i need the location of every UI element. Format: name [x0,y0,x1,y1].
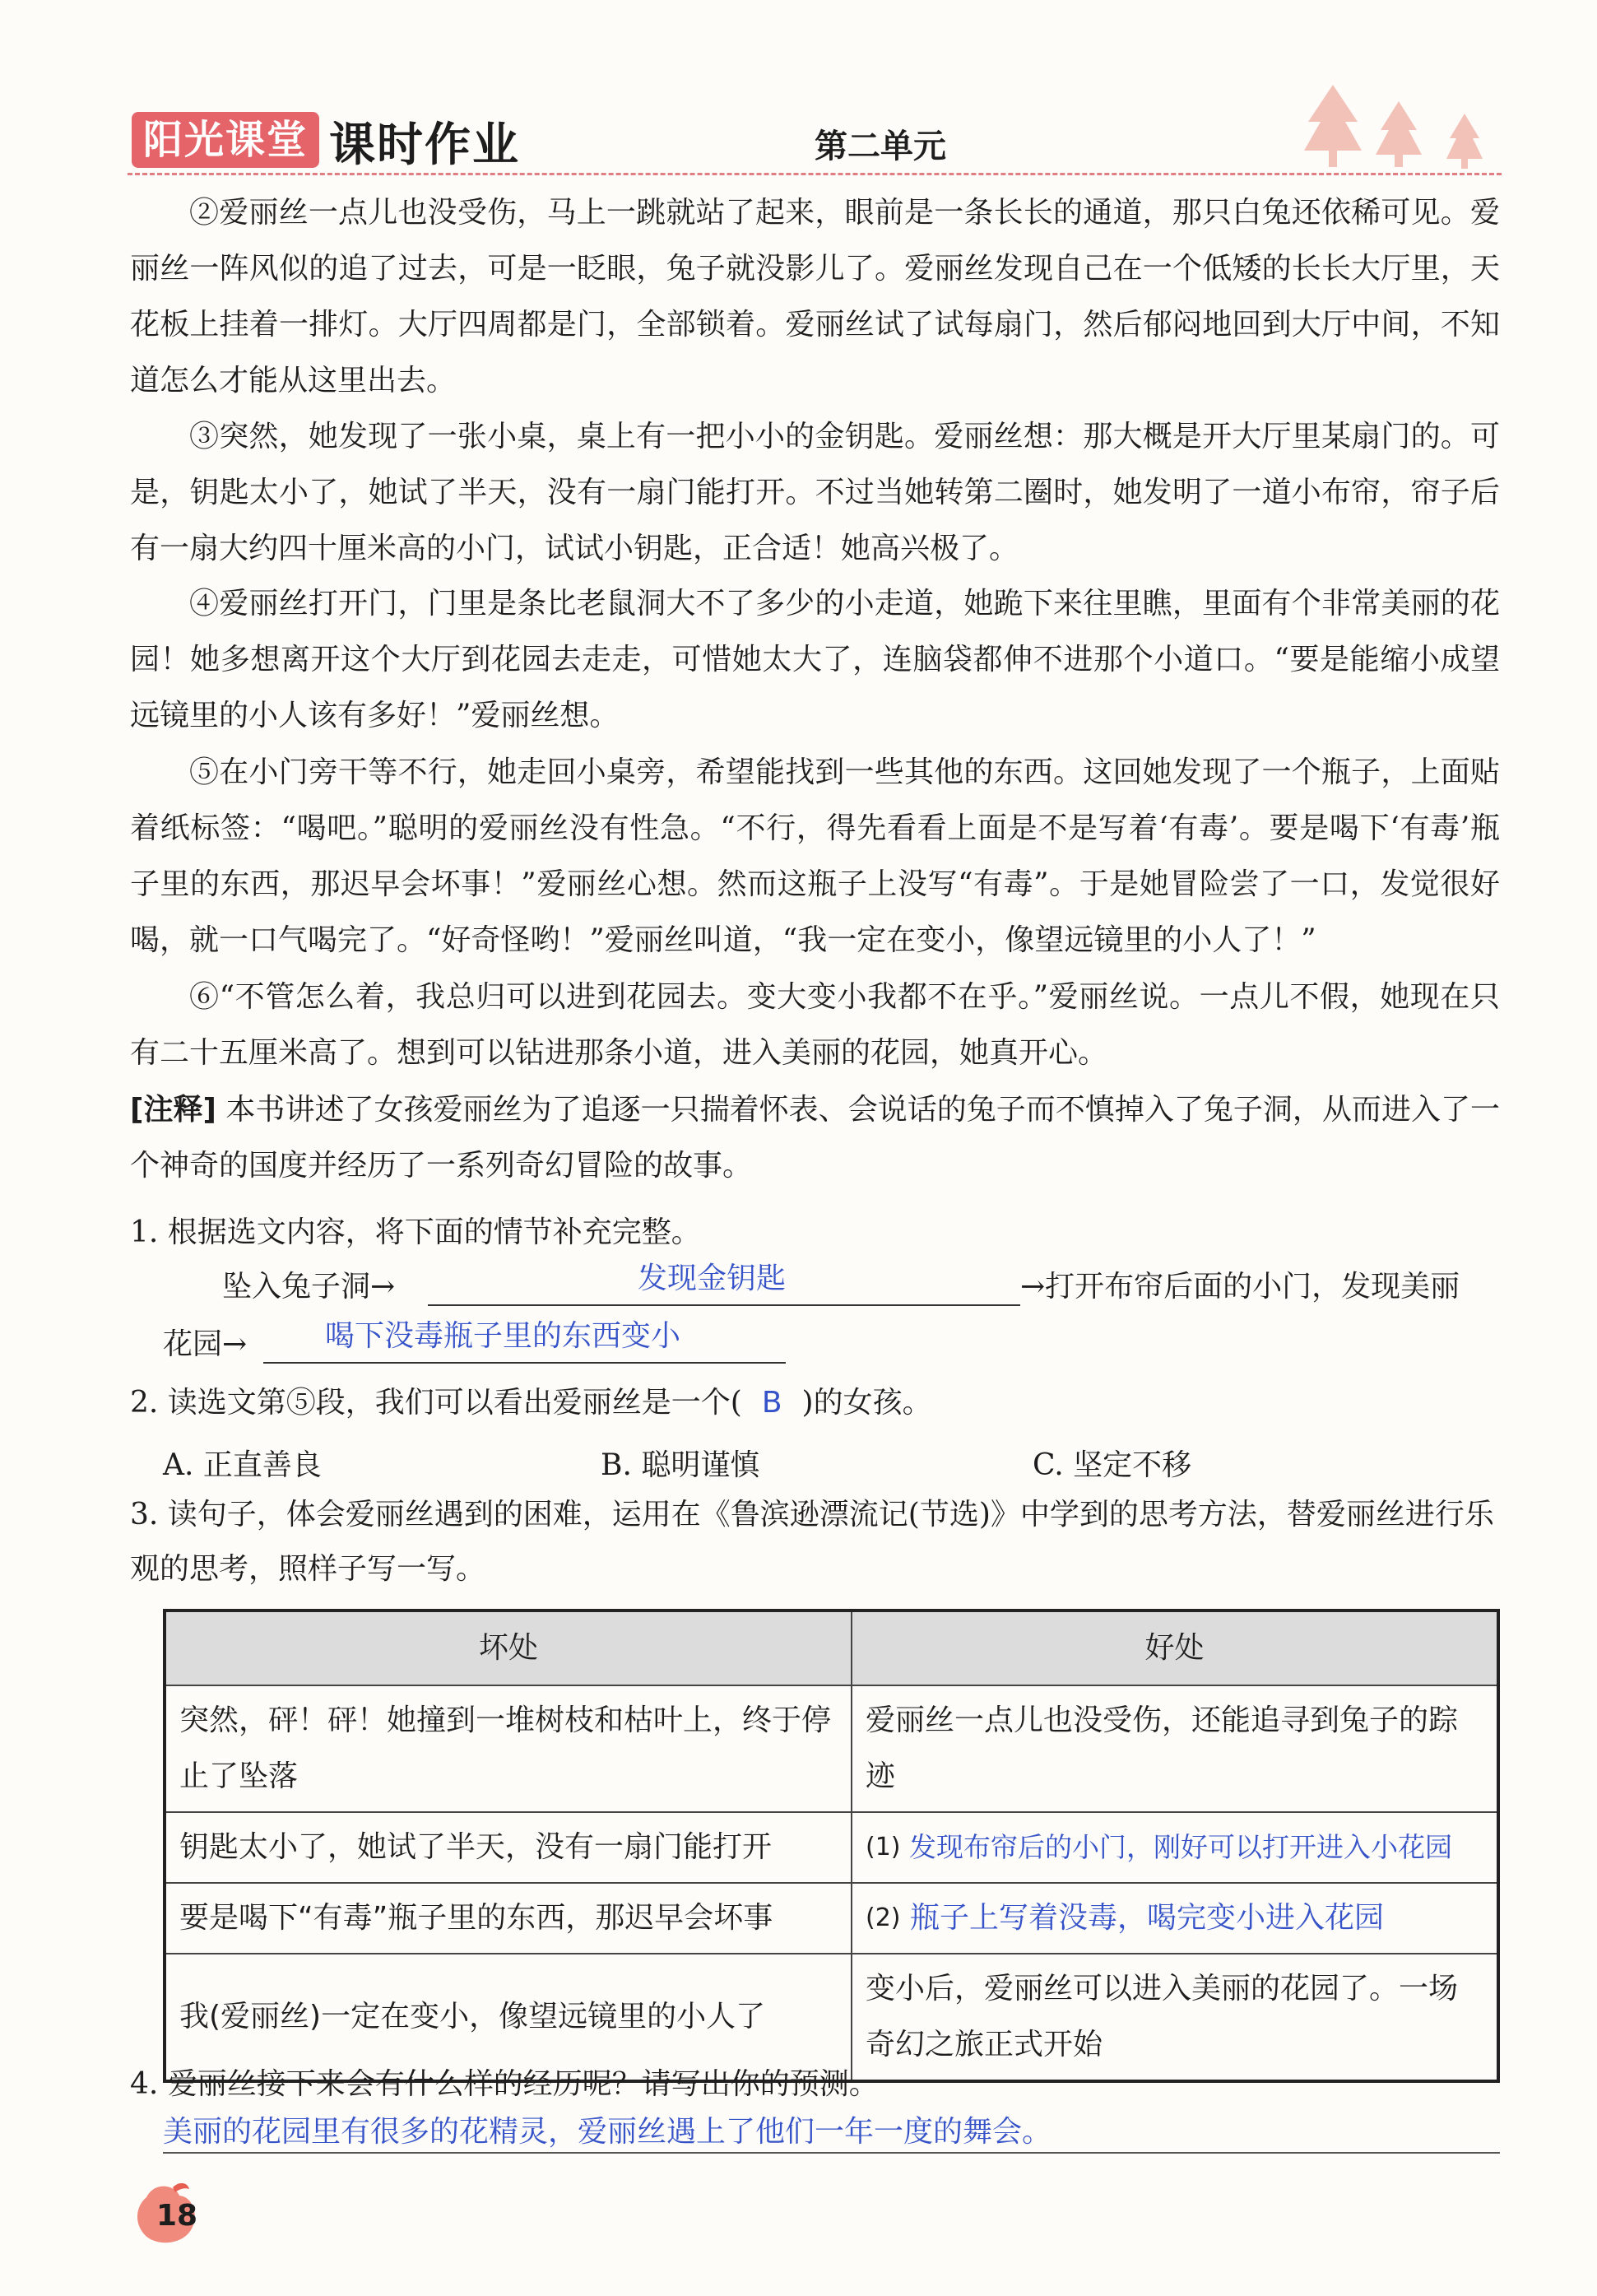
q2-option-c: C. 坚定不移 [1033,1448,1192,1482]
table-row [165,1812,1498,1883]
q2-prompt-before: 2. 读选文第⑤段，我们可以看出爱丽丝是一个( [130,1386,742,1420]
annotation [130,1082,1500,1194]
good-bad-table [163,1609,1500,2083]
good-cell-answer[interactable] [852,1812,1498,1883]
q1-blank-2 [263,1362,786,1364]
q1-middle: →打开布帘后面的小门，发现美丽 [1020,1270,1460,1304]
good-cell: 变小后，爱丽丝可以进入美丽的花园了。一场奇幻之旅正式开始 [852,1954,1498,2081]
bad-cell: 要是喝下“有毒”瓶子里的东西，那迟早会坏事 [165,1883,852,1954]
header-bad: 坏处 [165,1610,852,1685]
answer-text[interactable]: 发现布帘后的小门，刚好可以打开进入小花园 [909,1831,1452,1863]
q1-answer-1[interactable]: 发现金钥匙 [638,1262,787,1295]
page-number: 18 [156,2199,198,2233]
paragraph-2: ②爱丽丝一点儿也没受伤，马上一跳就站了起来，眼前是一条长长的通道，那只白兔还依稀可见。爱丽丝一阵风似的追了过去，可是一眨眼，兔子就没影儿了。爱丽丝发现自己在一个低矮的长长大厅里，天花板上挂着一排灯。大厅四周都是门，全部锁着。爱丽丝试了试每扇门，然后郁闷地回到大厅中间，不知道怎么才能从这里出去。 [130,196,1500,397]
bad-cell: 突然，砰！砰！她撞到一堆树枝和枯叶上，终于停止了坠落 [165,1685,852,1812]
header-divider [128,173,1502,175]
q1-blank-1 [428,1304,1020,1306]
annotation-tag: [注释] [130,1093,216,1127]
table-header-row [165,1610,1498,1685]
q1-answer-2[interactable]: 喝下没毒瓶子里的东西变小 [325,1319,681,1353]
annotation-text: 本书讲述了女孩爱丽丝为了追逐一只揣着怀表、会说话的兔子而不慎掉入了兔子洞，从而进入了一个神奇的国度并经历了一系列奇幻冒险的故事。 [130,1093,1500,1183]
bad-cell: 我(爱丽丝)一定在变小，像望远镜里的小人了 [165,1954,852,2081]
answer-number: (1) [866,1833,901,1861]
question-1-prompt: 1. 根据选文内容，将下面的情节补充完整。 [130,1215,701,1249]
header-title: 课时作业 [329,118,520,172]
question-4-prompt: 4. 爱丽丝接下来会有什么样的经历呢？请写出你的预测。 [130,2067,879,2101]
good-cell-answer[interactable] [852,1883,1498,1954]
q2-prompt-after: )的女孩。 [801,1386,932,1420]
bad-cell: 钥匙太小了，她试了半天，没有一扇门能打开 [165,1812,852,1883]
answer-number: (2) [866,1903,901,1932]
unit-label: 第二单元 [815,128,946,165]
question-2-prompt [130,1376,1500,1430]
paragraph-5: ⑤在小门旁干等不行，她走回小桌旁，希望能找到一些其他的东西。这回她发现了一个瓶子，上面贴着纸标签：“喝吧。”聪明的爱丽丝没有性急。“不行，得先看看上面是不是写着‘有毒’。要是喝下‘有毒’瓶子里的东西，那迟早会坏事！”爱丽丝心想。然而这瓶子上没写“有毒”。于是她冒险尝了一口，发觉很好喝，就一口气喝完了。“好奇怪哟！”爱丽丝叫道，“我一定在变小，像望远镜里的小人了！” [130,755,1500,957]
trees-decoration-icon [1300,81,1497,171]
paragraph-3: ③突然，她发现了一张小桌，桌上有一把小小的金钥匙。爱丽丝想：那大概是开大厅里某扇门的。可是，钥匙太小了，她试了半天，没有一扇门能打开。不过当她转第二圈时，她发明了一道小布帘，帘子后有一扇大约四十厘米高的小门，试试小钥匙，正合适！她高兴极了。 [130,420,1500,565]
q4-answer[interactable]: 美丽的花园里有很多的花精灵，爱丽丝遇上了他们一年一度的舞会。 [163,2115,1052,2149]
q4-answer-line [163,2152,1500,2154]
header-good: 好处 [852,1610,1498,1685]
paragraph-4: ④爱丽丝打开门，门里是条比老鼠洞大不了多少的小走道，她跪下来往里瞧，里面有个非常美丽的花园！她多想离开这个大厅到花园去走走，可惜她太大了，连脑袋都伸不进那个小道口。“要是能缩小成望远镜里的小人该有多好！”爱丽丝想。 [130,587,1500,732]
question-3-prompt: 3. 读句子，体会爱丽丝遇到的困难，运用在《鲁滨逊漂流记(节选)》中学到的思考方法，替爱丽丝进行乐观的思考，照样子写一写。 [130,1498,1494,1586]
q2-option-a: A. 正直善良 [163,1448,322,1482]
q2-option-b: B. 聪明谨慎 [601,1448,760,1482]
brand-badge: 阳光课堂 [132,112,319,168]
table-row [165,1883,1498,1954]
paragraph-6: ⑥“不管怎么着，我总归可以进到花园去。变大变小我都不在乎。”爱丽丝说。一点儿不假，她现在只有二十五厘米高了。想到可以钻进那条小道，进入美丽的花园，她真开心。 [130,980,1500,1070]
answer-text[interactable]: 瓶子上写着没毒，喝完变小进入花园 [909,1901,1384,1935]
q1-start: 坠入兔子洞→ [222,1270,396,1304]
q2-answer[interactable]: B [761,1386,782,1420]
good-cell: 爱丽丝一点儿也没受伤，还能追寻到兔子的踪迹 [852,1685,1498,1812]
q1-line2-start: 花园→ [163,1327,248,1361]
table-row [165,1685,1498,1812]
